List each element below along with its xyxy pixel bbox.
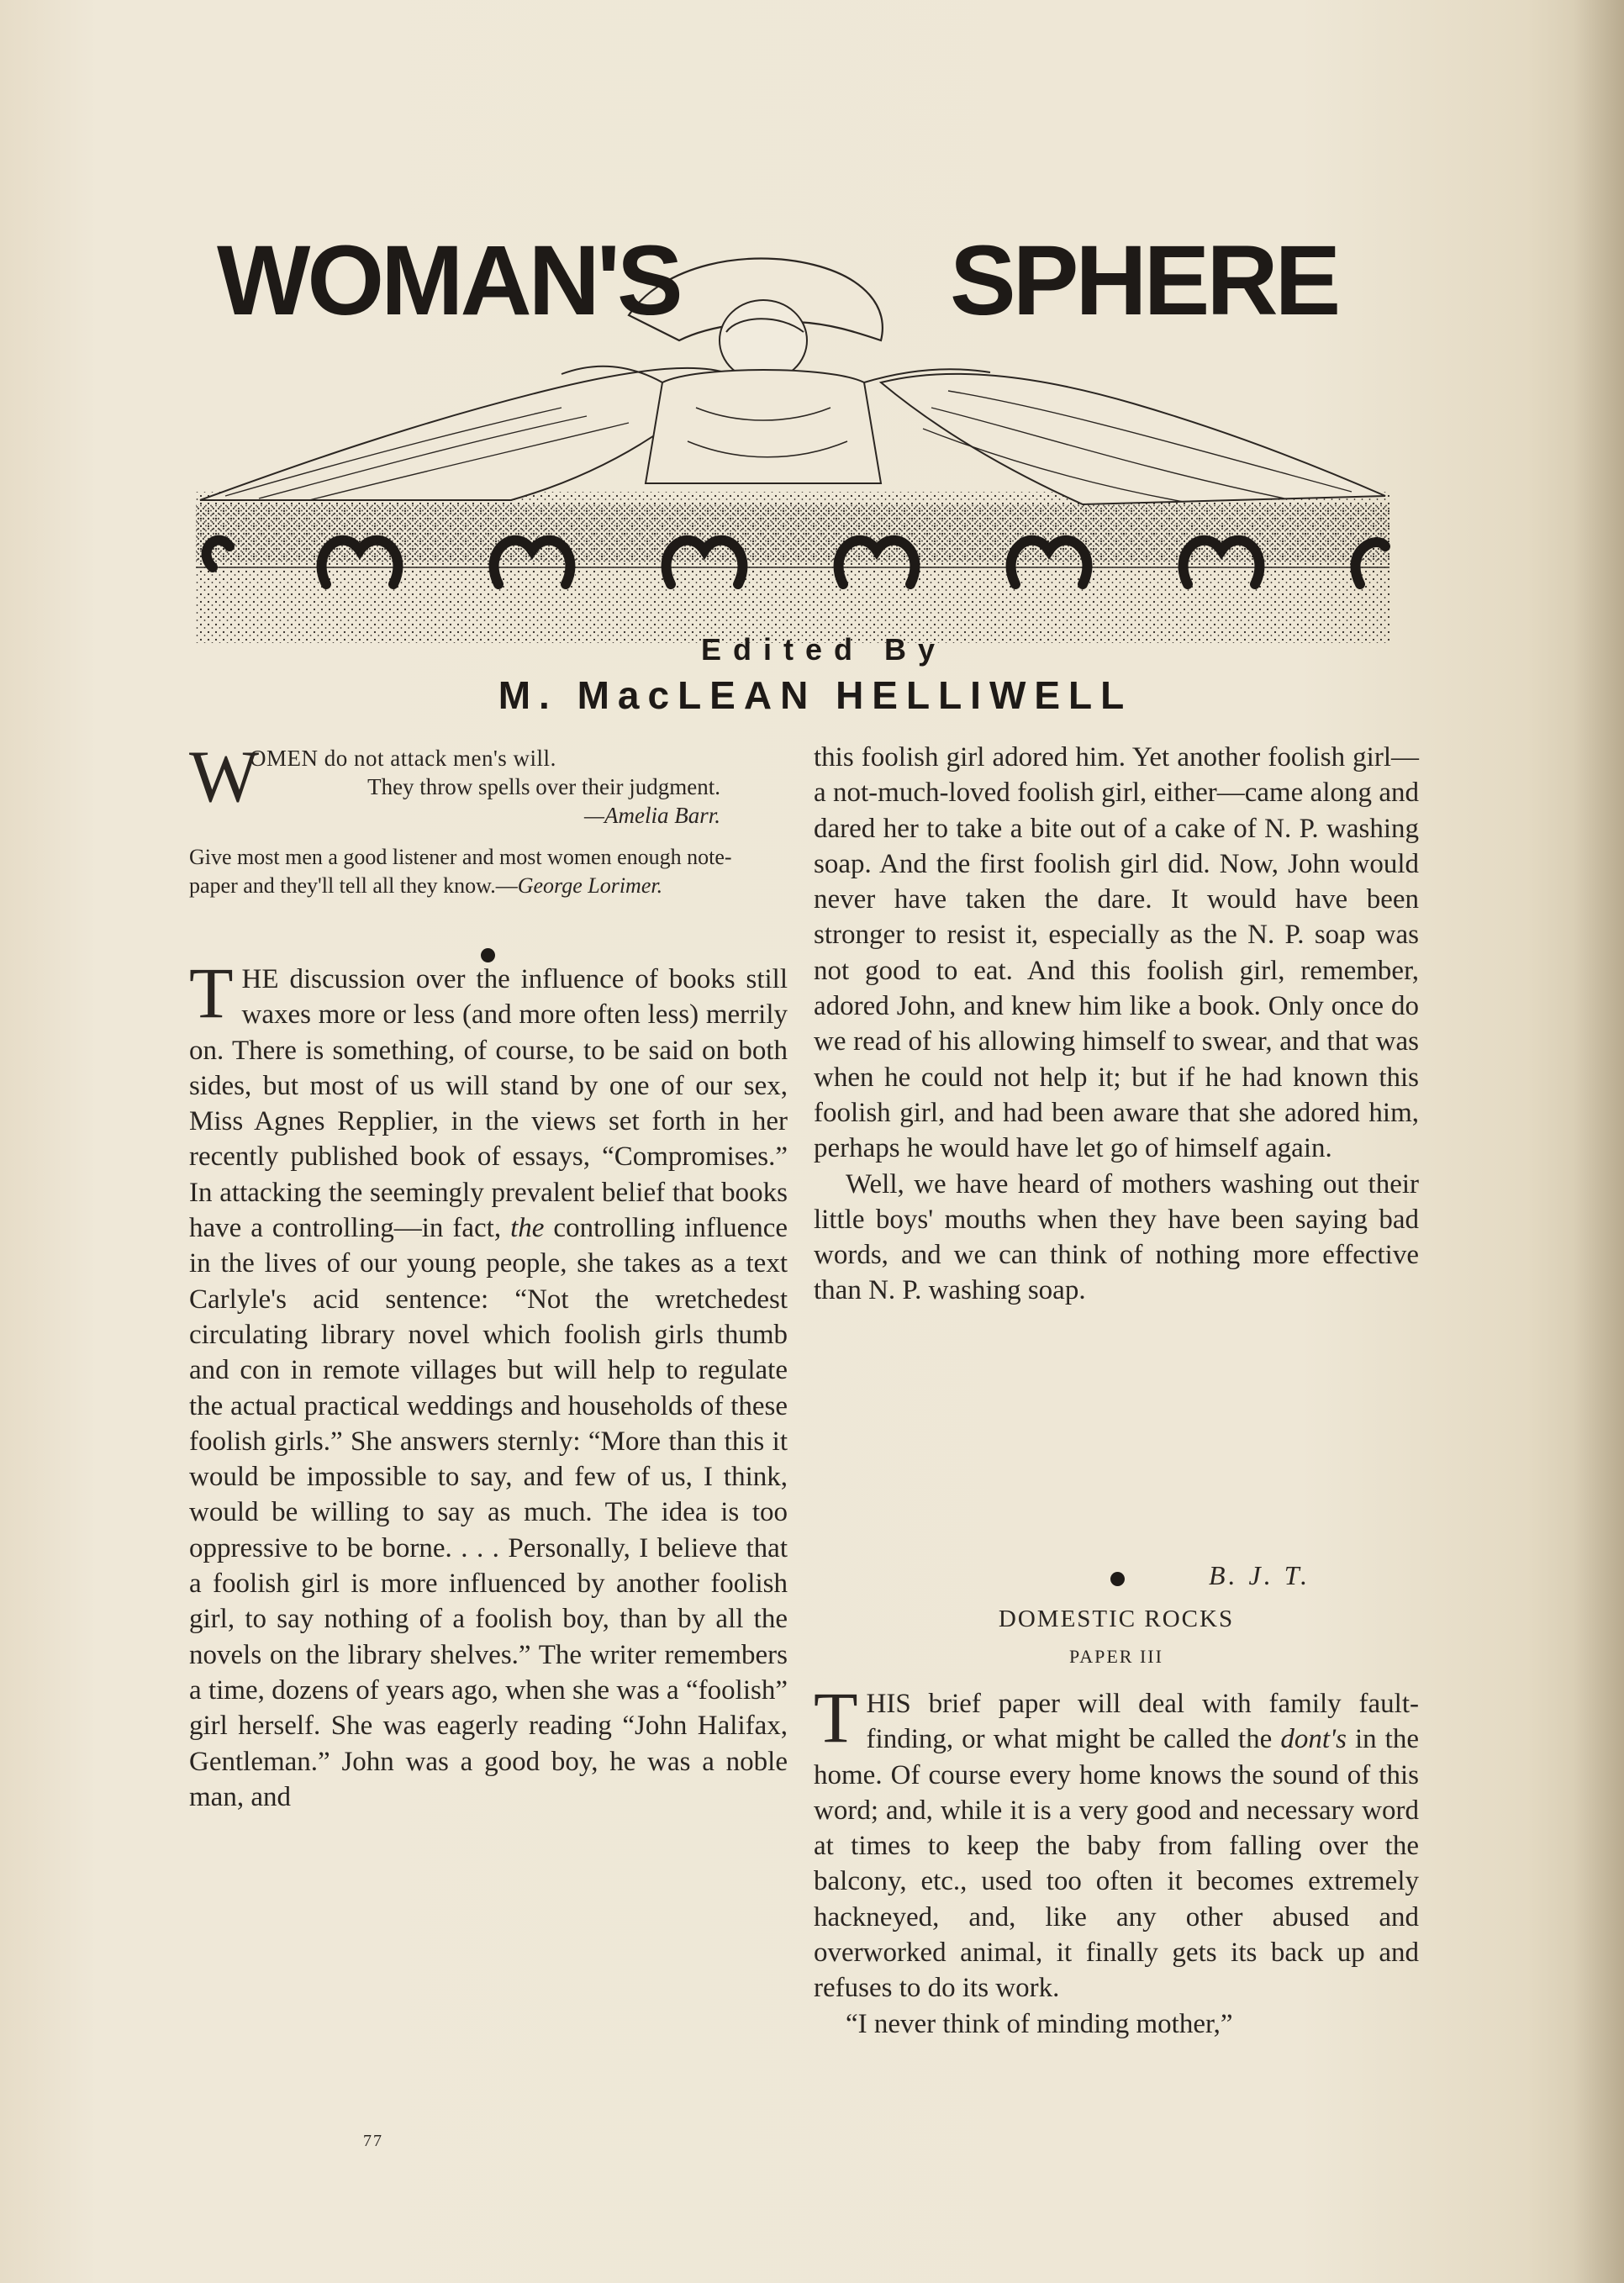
article-books-text-1: HE discussion over the influence of books still waxes more or less (and more often less) merrily on. There is something, of course, to be said on both sides, but most of us will stand by one of our sex, Miss Agnes Repplier, in the views set forth in her recently published book of essays, “Compromises.” In attacking the seemingly prevalent belief that books have a controlling—in fact, [189,964,788,1244]
epigraph-attribution: —Amelia Barr. [584,803,720,828]
masthead-title-right: SPHERE [950,225,1338,336]
article-books-paragraph [189,952,788,1815]
page-number: 77 [363,2132,383,2150]
section-subtitle: PAPER III [1069,1646,1163,1667]
article-books-continuation [814,740,1419,1309]
article-domestic-paragraph [814,1677,1419,2006]
drop-cap-w: W [189,736,260,818]
editor-name: M. MacLEAN HELLIWELL [498,673,1133,717]
epigraph-lorimer-attribution: George Lorimer. [517,873,663,898]
article-domestic-text-2: in the home. Of course every home knows the sound of this word; and, while it is a very good and necessary word at times to keep the baby from falling over the balcony, etc., used too often it becomes extremely hackneyed, and, like any other abused and overworked animal, it finally gets its back up and refuses to do its work. [814,1724,1419,2004]
article-books-paragraph-2: Well, we have heard of mothers washing out their little boys' mouths when they have been saying bad words, and we can think of nothing more effective than N. P. washing soap. [814,1168,1419,1306]
article-domestic-text-1: HIS brief paper will deal with family fault-finding, or what might be called the [866,1689,1419,1755]
epigraph-line-1: OMEN do not attack men's will. [250,746,556,771]
article-domestic-rocks [814,1677,1419,2042]
article-domestic-emphasis: dont's [1280,1724,1347,1755]
masthead [192,214,1394,643]
masthead-title-left: WOMAN'S [217,225,680,336]
article-books-column [189,952,788,1815]
epigraph-lorimer-text: Give most men a good listener and most women enough note-paper and they'll tell all they know.— [189,845,732,898]
signature-bullet [1110,1572,1125,1586]
page-spine-shadow [1574,0,1624,2283]
article-domestic-paragraph-2: “I never think of minding mother,” [846,2008,1233,2039]
epigraph-lorimer [189,843,778,900]
section-title-domestic-rocks: DOMESTIC ROCKS [998,1605,1235,1632]
section-bullet [481,948,495,962]
article-signature: B. J. T. [1209,1560,1311,1590]
edited-by-label: Edited By [700,632,947,667]
article-books-continuation-text: this foolish girl adored him. Yet another foolish girl—a not-much-loved foolish girl, either—came along and dared her to take a bite out of a cake of N. P. washing soap. And the first foolish girl did. Now, John would never have taken the dare. It would have been stronger to resist it, especially as the N. P. soap was not good to eat. And this foolish girl, remember, adored John, and knew him like a book. Only once do we read of his allowing himself to swear, and that was when he could not help it; but if he had known this foolish girl, and had been aware that she adored him, perhaps he would have let go of himself again. [814,742,1419,1164]
drop-cap-t-2: T [814,1677,858,1758]
epigraph-line-2: They throw spells over their judgment. [367,774,720,799]
article-books-text-2: controlling influence in the lives of our young people, she takes as a text Carlyle's acid sentence: “Not the wretchedest circulating library novel which foolish girls thumb and con in remote villages but will help to regulate the actual practical weddings and households of these foolish girls.” She answers sternly: “More than this it would be impossible to say, and few of us, I think, would be willing to say as much. The idea is too oppressive to be borne. . . . Personally, I believe that a foolish girl is more influenced by another foolish girl, to say nothing of a foolish boy, than by all the novels on the library shelves.” The writer remembers a time, dozens of years ago, when she was a “foolish” girl herself. She was eagerly reading “John Halifax, Gentleman.” John was a good boy, he was a noble man, and [189,1213,788,1812]
article-books-emphasis: the [510,1213,545,1244]
drop-cap-t: T [189,952,234,1033]
